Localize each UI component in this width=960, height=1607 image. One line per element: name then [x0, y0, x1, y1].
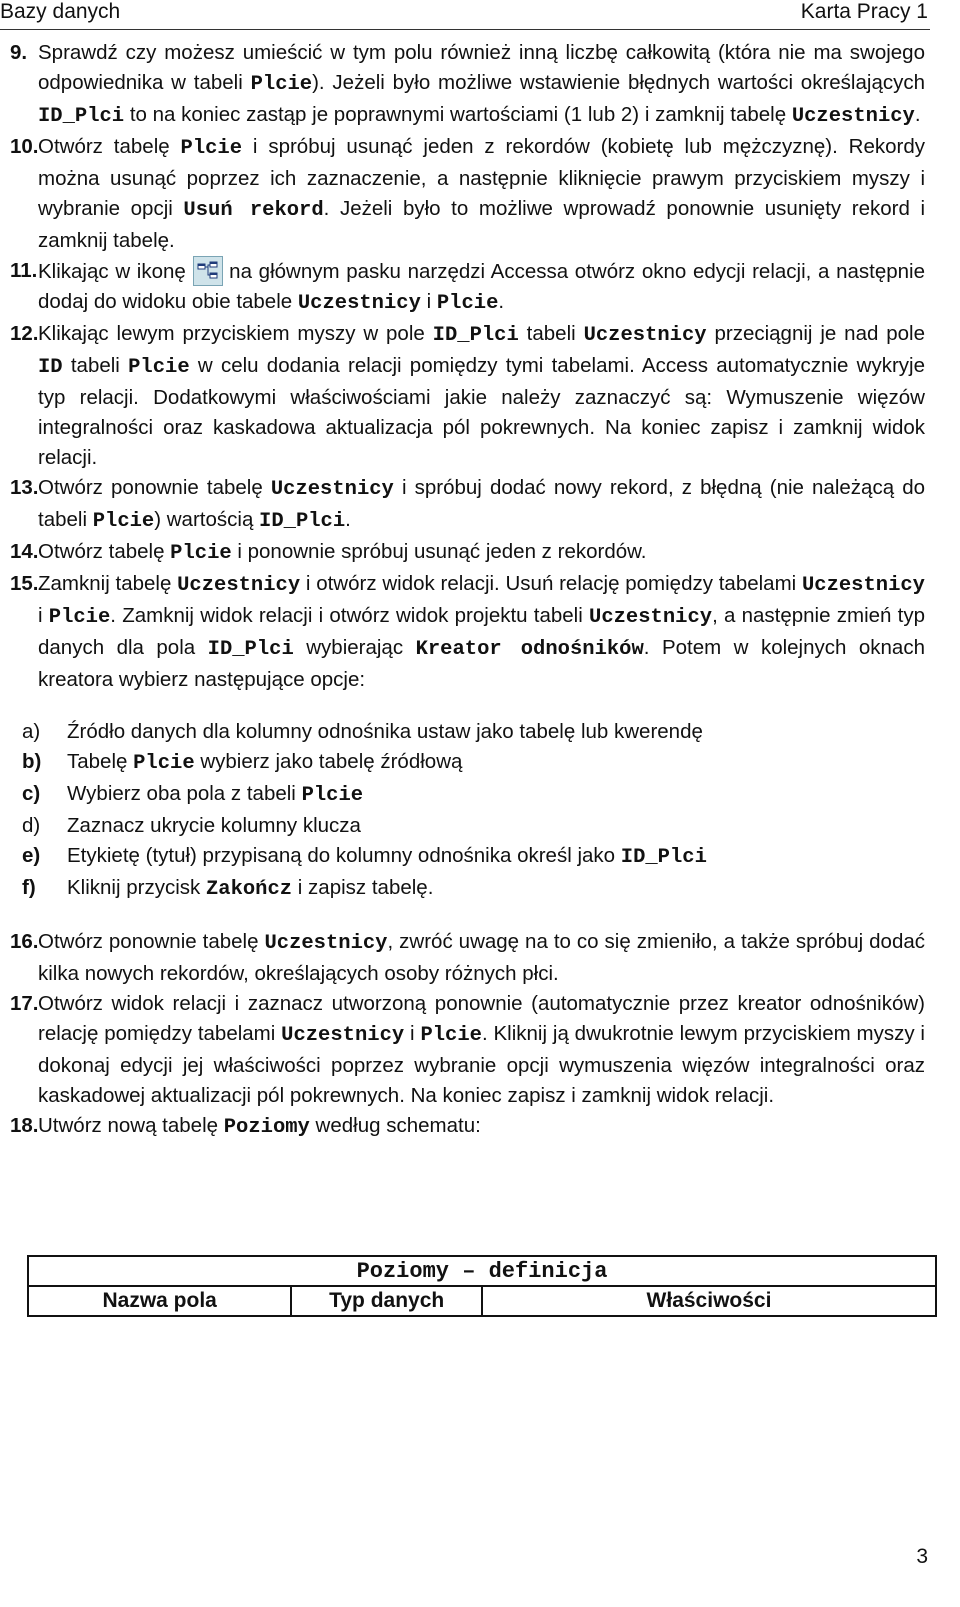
instructions-list: [10, 38, 925, 695]
code-term: Uczestnicy: [801, 574, 925, 597]
option-label: f): [22, 876, 36, 899]
column-header-data-type: Typ danych: [291, 1286, 482, 1316]
column-header-field-name: Nazwa pola: [28, 1286, 291, 1316]
option-label: a): [22, 720, 41, 743]
text-run: i: [38, 604, 49, 627]
worksheet-body: [10, 38, 925, 1143]
code-term: ID_Plci: [432, 324, 519, 347]
text-run: i spróbuj dodać nowy rekord, z błędną (nie należącą do tabeli: [38, 476, 925, 531]
option-item: [10, 717, 925, 747]
text-run: przeciągnij je nad pole: [706, 322, 925, 345]
code-term: ID_Plci: [620, 846, 707, 869]
item-number: 12.: [10, 322, 39, 345]
code-term: ID: [38, 356, 63, 379]
text-run: wybierz jako tabelę źródłową: [194, 750, 463, 773]
option-item: [10, 779, 925, 811]
code-term: Plcie: [170, 542, 232, 565]
item-number: 17.: [10, 992, 39, 1015]
item-number: 9.: [10, 41, 28, 64]
text-run: i spróbuj usunąć jeden z rekordów (kobietę lub mężczyznę). Rekordy można usunąć poprzez ich zaznaczenie, a następnie kliknięcie prawym przyciskiem myszy i wybranie opcji: [38, 135, 925, 220]
item-number: 16.: [10, 930, 39, 953]
text-run: ). Jeżeli było możliwe wstawienie błędnych wartości określających: [312, 71, 925, 94]
text-run: według schematu:: [309, 1114, 481, 1137]
code-term: Zakończ: [205, 878, 293, 901]
text-run: . Potem w kolejnych oknach kreatora wybierz następujące opcje:: [38, 636, 925, 691]
text-run: Zaznacz ukrycie kolumny klucza: [67, 814, 361, 837]
relationships-icon[interactable]: [193, 256, 223, 286]
text-run: Etykietę (tytuł) przypisaną do kolumny odnośnika określ jako: [67, 844, 621, 867]
text-run: .: [914, 103, 921, 126]
text-run: , zwróć uwagę na to co się zmieniło, a także spróbuj dodać kilka nowych rekordów, określających osoby różnych płci.: [38, 930, 925, 985]
code-term: ID_Plci: [207, 638, 294, 661]
item-number: 13.: [10, 476, 39, 499]
text-run: i ponownie spróbuj usunąć jeden z rekordów.: [231, 540, 647, 563]
text-run: Otwórz ponownie tabelę: [38, 930, 265, 953]
code-term: Plcie: [301, 784, 364, 807]
text-run: tabeli: [62, 354, 129, 377]
page-header: [0, 0, 960, 30]
instructions-list-continued: [10, 927, 925, 1143]
instruction-item: [10, 537, 925, 569]
code-term: Uczestnicy: [264, 932, 388, 955]
instruction-item: [10, 1111, 925, 1143]
text-run: to na koniec zastąp je poprawnymi wartościami (1 lub 2) i zamknij tabelę: [124, 103, 792, 126]
code-term: Plcie: [128, 356, 190, 379]
instruction-item: [10, 473, 925, 537]
wizard-options-list: [10, 717, 925, 905]
instruction-item: [10, 989, 925, 1111]
text-run: i: [420, 290, 437, 313]
text-run: i zapisz tabelę.: [292, 876, 434, 899]
text-run: Klikając w ikonę: [38, 260, 193, 283]
table-definition: [27, 1255, 937, 1317]
table-caption: Poziomy – definicja: [28, 1256, 936, 1286]
text-run: Zamknij tabelę: [38, 572, 178, 595]
option-label: e): [22, 844, 41, 867]
instruction-item: [10, 38, 925, 132]
text-run: Utwórz nową tabelę: [38, 1114, 224, 1137]
code-term: ID_Plci: [38, 105, 125, 128]
text-run: . Zamknij widok relacji i otwórz widok projektu tabeli: [110, 604, 590, 627]
text-run: .: [345, 508, 351, 531]
page-number: 3: [916, 1545, 928, 1568]
text-run: Klikając lewym przyciskiem myszy w pole: [38, 322, 433, 345]
header-title-right: Karta Pracy 1: [800, 0, 928, 23]
text-run: . Kliknij ją dwukrotnie lewym przyciskiem myszy i dokonaj edycji jej właściwości poprzez wybranie opcji wymuszenia więzów integralności oraz kaskadowej aktualizacji pól pokrewnych. Na koniec zapisz i zamknij widok relacji.: [38, 1022, 925, 1107]
instruction-item: [10, 319, 925, 473]
code-term: Uczestnicy: [297, 292, 421, 315]
code-term: Plcie: [420, 1024, 482, 1047]
option-label: c): [22, 782, 41, 805]
text-run: w celu dodania relacji pomiędzy tymi tabelami. Access automatycznie wykryje typ relacji. Dodatkowymi właściwościami jakie należy zaznaczyć są: Wymuszenie więzów integralności oraz kaskadowa aktualizacja pól pokrewnych. Na koniec zapisz i zamknij widok relacji.: [38, 354, 925, 469]
text-run: i otwórz widok relacji. Usuń relację pomiędzy tabelami: [300, 572, 802, 595]
instruction-item: [10, 132, 925, 256]
column-header-properties: Właściwości: [482, 1286, 936, 1316]
option-label: d): [22, 814, 41, 837]
code-term: Uczestnicy: [270, 478, 394, 501]
code-term: Plcie: [250, 73, 313, 96]
text-run: Otwórz widok relacji i zaznacz utworzoną ponownie (automatycznie przez kreator odnośników) relację pomiędzy tabelami: [38, 992, 925, 1045]
text-run: tabeli: [518, 322, 584, 345]
item-number: 15.: [10, 572, 39, 595]
option-item: [10, 811, 925, 841]
code-term: Usuń rekord: [183, 199, 324, 222]
instruction-item: [10, 256, 925, 319]
code-term: Plcie: [180, 137, 243, 160]
text-run: Tabelę: [67, 750, 134, 773]
code-term: Uczestnicy: [281, 1024, 405, 1047]
header-title-left: Bazy danych: [0, 0, 121, 23]
text-run: Otwórz tabelę: [38, 135, 181, 158]
text-run: Otwórz tabelę: [38, 540, 171, 563]
option-item: [10, 841, 925, 873]
text-run: Otwórz ponownie tabelę: [38, 476, 271, 499]
code-term: Plcie: [92, 510, 155, 533]
text-run: ) wartością: [154, 508, 260, 531]
item-number: 10.: [10, 135, 39, 158]
code-term: Plcie: [436, 292, 499, 315]
text-run: Sprawdź czy możesz umieścić w tym polu również inną liczbę całkowitą (która nie ma swojego odpowiednika w tabeli: [38, 41, 925, 94]
item-number: 14.: [10, 540, 39, 563]
text-run: Źródło danych dla kolumny odnośnika ustaw jako tabelę lub kwerendę: [67, 720, 703, 743]
code-term: ID_Plci: [259, 510, 346, 533]
text-run: Wybierz oba pola z tabeli: [67, 782, 302, 805]
code-term: Poziomy: [223, 1116, 310, 1139]
text-run: na głównym pasku narzędzi Accessa otwórz okno edycji relacji, a następnie dodaj do widoku obie tabele: [38, 260, 925, 313]
item-number: 11.: [10, 259, 38, 282]
code-term: Plcie: [48, 606, 111, 629]
option-label: b): [22, 750, 42, 773]
header-divider: [0, 29, 930, 30]
code-term: Plcie: [133, 752, 195, 775]
instruction-item: [10, 569, 925, 695]
instruction-item: [10, 927, 925, 989]
code-term: Uczestnicy: [177, 574, 301, 597]
text-run: .: [498, 290, 505, 313]
code-term: Kreator odnośników: [415, 638, 644, 661]
option-item: [10, 873, 925, 905]
text-run: . Jeżeli było to możliwe wprowadź ponownie usunięty rekord i zamknij tabelę.: [38, 197, 926, 252]
text-run: Kliknij przycisk: [67, 876, 206, 899]
text-run: i: [404, 1022, 421, 1045]
option-item: [10, 747, 925, 779]
code-term: Uczestnicy: [583, 324, 707, 347]
code-term: Uczestnicy: [791, 105, 915, 128]
text-run: wybierając: [293, 636, 416, 659]
item-number: 18.: [10, 1114, 39, 1137]
code-term: Uczestnicy: [589, 606, 713, 629]
text-run: , a następnie zmień typ danych dla pola: [38, 604, 925, 659]
